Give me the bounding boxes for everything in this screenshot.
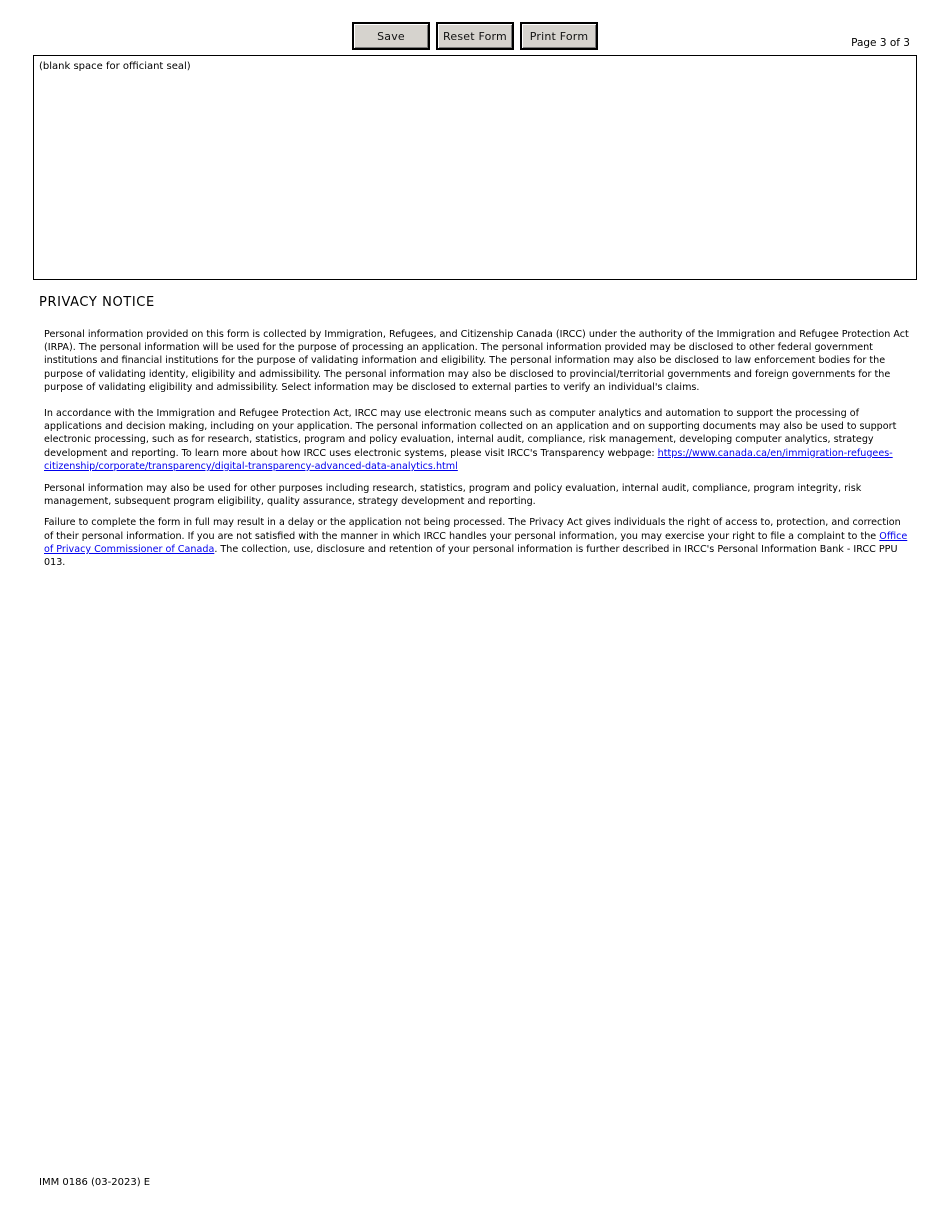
print-form-button[interactable]: Print Form (520, 22, 598, 50)
page-number: Page 3 of 3 (851, 37, 910, 49)
form-identifier: IMM 0186 (03-2023) E (39, 1177, 151, 1188)
privacy-notice-body (44, 328, 909, 577)
privacy-paragraph-2-text: In accordance with the Immigration and Refugee Protection Act, IRCC may use electronic means such as computer analytics and automation to support the processing of applications and decision making, including on your application. The personal information collected on an application and on supporting documents may also be used to support electronic processing, such as for research, statistics, program and policy evaluation, internal audit, compliance, risk management, developing computer analytics, strategy development and reporting. To learn more about how IRCC uses electronic systems, please visit IRCC's Transparency webpage: (44, 408, 897, 459)
privacy-paragraph-3: Personal information may also be used for other purposes including research, statistics, program and policy evaluation, internal audit, compliance, program integrity, risk management, subsequent program eligibility, quality assurance, strategy development and reporting. (44, 483, 862, 508)
seal-box-label: (blank space for officiant seal) (39, 61, 191, 72)
form-toolbar (352, 22, 598, 50)
reset-form-button[interactable]: Reset Form (436, 22, 514, 50)
privacy-paragraph-4 (44, 516, 909, 569)
privacy-commissioner-link[interactable]: Office of Privacy Commissioner of Canada (44, 530, 908, 555)
privacy-paragraph-2 (44, 407, 909, 473)
save-button[interactable]: Save (352, 22, 430, 50)
officiant-seal-box (33, 55, 917, 280)
privacy-paragraph-4-tail: . The collection, use, disclosure and retention of your personal information is further described in IRCC's Personal Information Bank - IRCC PPU 013. (44, 543, 898, 569)
transparency-webpage-link[interactable]: https://www.canada.ca/en/immigration-refugees- citizenship/corporate/transparency/digital-transparency-advanced-data-analytics.html (44, 447, 893, 472)
privacy-paragraph-4-text: Failure to complete the form in full may result in a delay or the application not being processed. The Privacy Act gives individuals the right of access to, protection, and correction of their personal information. If you are not satisfied with the manner in which IRCC handles your personal information, you may exercise your right to file a complaint to the (44, 517, 901, 542)
privacy-notice-title: PRIVACY NOTICE (39, 295, 155, 310)
privacy-paragraph-1: Personal information provided on this form is collected by Immigration, Refugees, and Citizenship Canada (IRCC) under the authority of the Immigration and Refugee Protection Act (IRPA). The personal information will be used for the purpose of processing an application. The personal information provided may be disclosed to other federal government institutions and financial institutions for the purpose of validating information and eligibility. The personal information may also be disclosed to law enforcement bodies for the purpose of validating identity, eligibility and admissibility. The personal information may also be disclosed to provincial/territorial governments and foreign governments for the purpose of validating eligibility and admissibility. Select information may be disclosed to external parties to verify an individual's claims. (44, 329, 909, 393)
